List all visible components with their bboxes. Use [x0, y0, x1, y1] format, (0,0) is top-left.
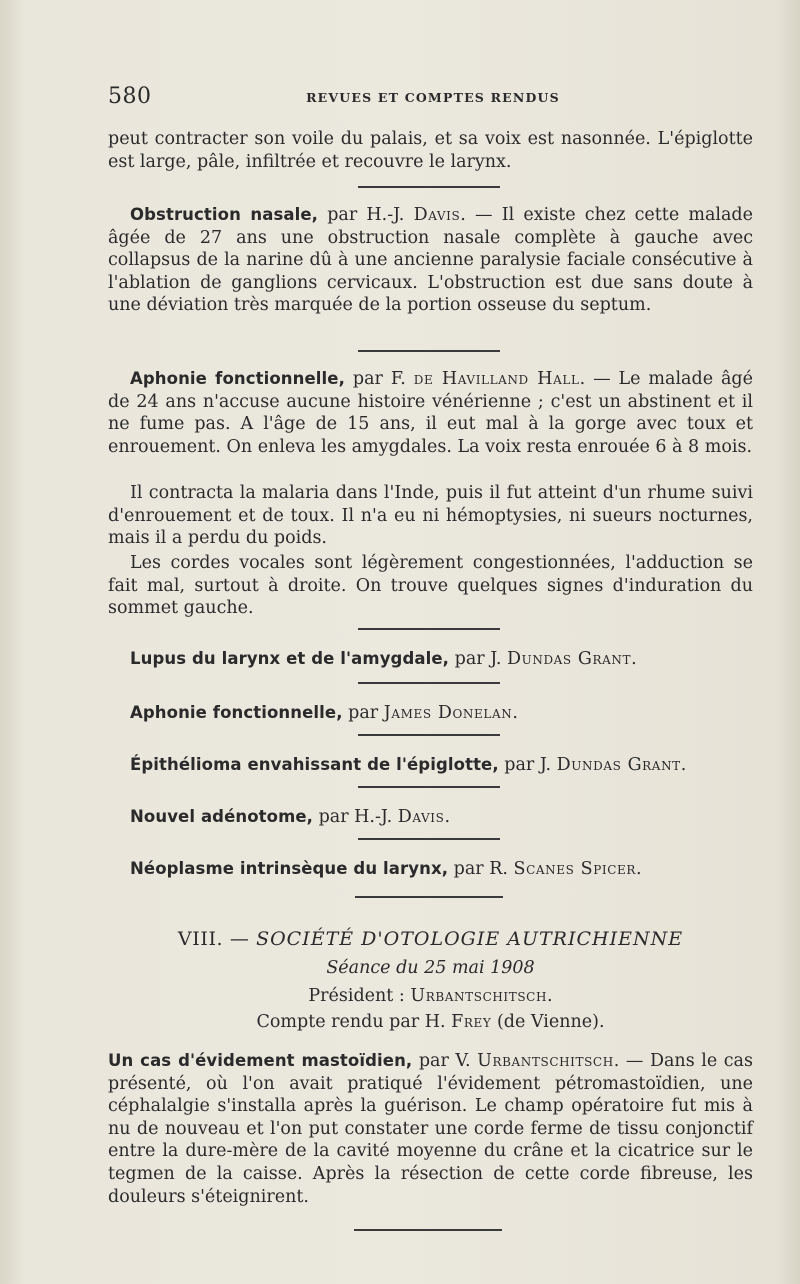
- article-author: Dundas Grant: [556, 755, 681, 775]
- separator-rule: [354, 1229, 502, 1231]
- article-title: Épithélioma envahissant de l'épiglotte,: [130, 755, 499, 774]
- compte-rendu-label: Compte rendu par H.: [256, 1012, 446, 1032]
- continuation-paragraph: peut contracter son voile du palais, et sa voix est nasonnée. L'épiglotte est large, pâle, infiltrée et recouvre le larynx.: [108, 129, 753, 172]
- article-end: .: [444, 807, 451, 827]
- compte-rendu-line: [108, 1012, 753, 1032]
- article-aphonie-fonctionnelle: [108, 368, 753, 458]
- separator-rule: [358, 682, 500, 684]
- article-evidement-mastoidien: [108, 1050, 753, 1208]
- article-body: . — Le malade âgé de 24 ans n'accuse aucune histoire vénérienne ; c'est un abstinent et il ne fume pas. A l'âge de 15 ans, il eut mal à la gorge avec toux et enrouement. On enleva les amygdales. La voix resta enrouée 6 à 8 mois.: [108, 369, 753, 457]
- article-author: Davis: [397, 807, 445, 827]
- article-end: .: [636, 859, 642, 879]
- separator-rule: [358, 628, 500, 630]
- separator-rule: [358, 734, 500, 736]
- separator-rule: [358, 838, 500, 840]
- article-by: par: [348, 703, 379, 723]
- article-neoplasme: [108, 858, 753, 881]
- article-paragraph: Les cordes vocales sont légèrement congestionnées, l'adduction se fait mal, surtout à droite. On trouve quelques signes d'induration du sommet gauche.: [108, 553, 753, 619]
- article-author: Dundas Grant: [507, 649, 632, 669]
- article-by: par V.: [418, 1051, 471, 1071]
- society-name: SOCIÉTÉ D'OTOLOGIE AUTRICHIENNE: [256, 928, 684, 950]
- president-label: Président :: [308, 986, 405, 1006]
- president-name: Urbantschitsch: [410, 986, 548, 1006]
- president-line: [108, 986, 753, 1006]
- seance-date: Séance du 25 mai 1908: [326, 958, 535, 978]
- article-body: . — Dans le cas présenté, où l'on avait pratiqué l'évidement pétromastoïdien, une céphalalgie s'installa après la guérison. Le champ opératoire fut mis à nu de nouveau et l'on put constater une corde ferme de tissu conjonctif entre la dure-mère de la cavité moyenne du crâne et la cicatrice sur le tegmen de la caisse. Après la résection de cette corde fibreuse, les douleurs s'éteignirent.: [108, 1051, 753, 1207]
- article-paragraph: Il contracta la malaria dans l'Inde, puis il fut atteint d'un rhume suivi d'enrouement et de toux. Il n'a eu ni hémoptysies, ni sueurs nocturnes, mais il a perdu du poids.: [108, 483, 753, 549]
- article-author: James Donelan: [383, 703, 513, 723]
- page-header: [108, 84, 758, 114]
- separator-rule: [355, 896, 503, 898]
- article-end: .: [680, 755, 687, 775]
- article-title: Aphonie fonctionnelle,: [130, 703, 343, 722]
- compte-rendu-author: Frey: [451, 1012, 492, 1032]
- page-number: 580: [108, 84, 152, 109]
- article-by: par R.: [453, 859, 508, 879]
- section-numeral: VIII. —: [177, 928, 250, 950]
- article-title: Obstruction nasale,: [130, 205, 319, 224]
- president-end: .: [547, 986, 553, 1006]
- separator-rule: [358, 786, 500, 788]
- article-title: Lupus du larynx et de l'amygdale,: [130, 649, 450, 668]
- running-title: REVUES ET COMPTES RENDUS: [306, 90, 560, 105]
- article-by: par H.-J.: [318, 807, 393, 827]
- article-adenotome: [108, 806, 753, 829]
- article-by: par F.: [352, 369, 406, 389]
- article-title: Un cas d'évidement mastoïdien,: [108, 1051, 413, 1070]
- article-lupus: [108, 648, 753, 671]
- article-title: Nouvel adénotome,: [130, 807, 314, 826]
- separator-rule: [358, 186, 500, 188]
- article-title: Aphonie fonctionnelle,: [130, 369, 345, 388]
- article-author: de Havilland Hall: [413, 369, 580, 389]
- section-heading: [108, 928, 753, 950]
- article-author: Scanes Spicer: [513, 859, 636, 879]
- article-title: Néoplasme intrinsèque du larynx,: [130, 859, 449, 878]
- article-by: par J.: [504, 755, 552, 775]
- article-end: .: [631, 649, 637, 669]
- article-by: par H.-J.: [327, 205, 405, 225]
- article-body: . — Il existe chez cette malade âgée de 27 ans une obstruction nasale complète à gauche avec collapsus de la narine dû à une ancienne paralysie faciale consécutive à l'ablation de ganglions cervicaux. L'obstruction est due sans doute à une déviation très marquée de la portion osseuse du septum.: [108, 205, 753, 316]
- article-epithelioma: [108, 754, 753, 777]
- article-by: par J.: [454, 649, 502, 669]
- article-author: Davis: [413, 205, 461, 225]
- separator-rule: [358, 350, 500, 352]
- article-aphonie-donelan: [108, 702, 753, 725]
- article-author: Urbantschitsch: [477, 1051, 614, 1071]
- compte-rendu-place: (de Vienne).: [496, 1012, 605, 1032]
- article-end: .: [512, 703, 518, 723]
- article-obstruction-nasale: [108, 204, 753, 317]
